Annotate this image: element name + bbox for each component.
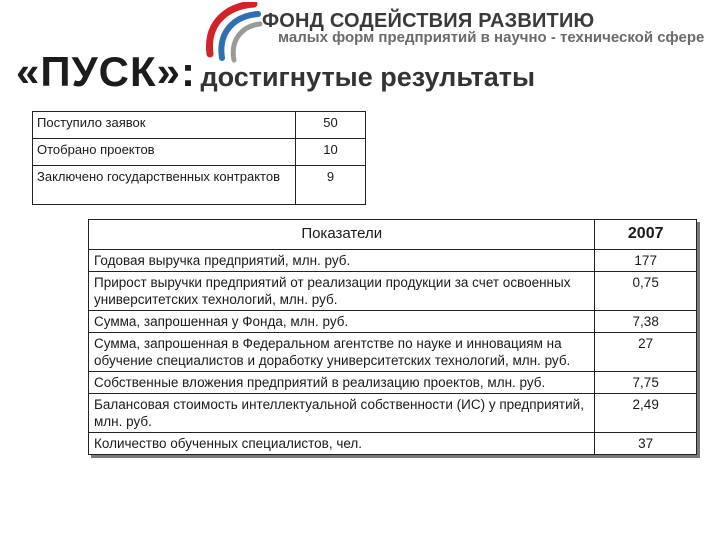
indicator-value: 177 [595, 250, 697, 272]
indicator-value: 2,49 [595, 394, 697, 433]
indicator-label: Прирост выручки предприятий от реализации продукции за счет освоенных университетских технологий, млн. руб. [89, 272, 595, 311]
indicator-label: Сумма, запрошенная у Фонда, млн. руб. [89, 311, 595, 333]
column-header-indicators: Показатели [89, 220, 595, 250]
table-row [89, 272, 697, 311]
indicators-table [88, 219, 697, 455]
table-header-row [89, 220, 697, 250]
column-header-year: 2007 [595, 220, 697, 250]
summary-label: Заключено государственных контрактов [33, 166, 296, 205]
indicator-value: 37 [595, 433, 697, 455]
indicator-label: Годовая выручка предприятий, млн. руб. [89, 250, 595, 272]
table-row [89, 250, 697, 272]
table-row [89, 333, 697, 372]
summary-value: 10 [296, 139, 366, 166]
summary-value: 9 [296, 166, 366, 205]
table-row [33, 139, 366, 166]
summary-table [32, 111, 366, 205]
summary-label: Отобрано проектов [33, 139, 296, 166]
indicator-label: Собственные вложения предприятий в реализацию проектов, млн. руб. [89, 372, 595, 394]
indicator-label: Балансовая стоимость интеллектуальной собственности (ИС) у предприятий, млн. руб. [89, 394, 595, 433]
indicator-value: 7,75 [595, 372, 697, 394]
table-row [89, 311, 697, 333]
indicator-label: Количество обученных специалистов, чел. [89, 433, 595, 455]
table-row [33, 166, 366, 205]
summary-label: Поступило заявок [33, 112, 296, 139]
indicator-value: 7,38 [595, 311, 697, 333]
slide-title [16, 48, 535, 96]
table-row [33, 112, 366, 139]
indicator-label: Сумма, запрошенная в Федеральном агентстве по науке и инновациям на обучение специалистов и доработку университетских технологий, млн. руб. [89, 333, 595, 372]
logo-title: ФОНД СОДЕЙСТВИЯ РАЗВИТИЮ [262, 10, 595, 32]
summary-value: 50 [296, 112, 366, 139]
indicator-value: 27 [595, 333, 697, 372]
slide-title-sub: достигнутые результаты [200, 62, 536, 92]
table-row [89, 433, 697, 455]
logo-subtitle: малых форм предприятий в научно - технической сфере [278, 29, 705, 46]
table-row [89, 394, 697, 433]
indicator-value: 0,75 [595, 272, 697, 311]
table-row [89, 372, 697, 394]
slide-title-main: «ПУСК»: [16, 48, 196, 95]
